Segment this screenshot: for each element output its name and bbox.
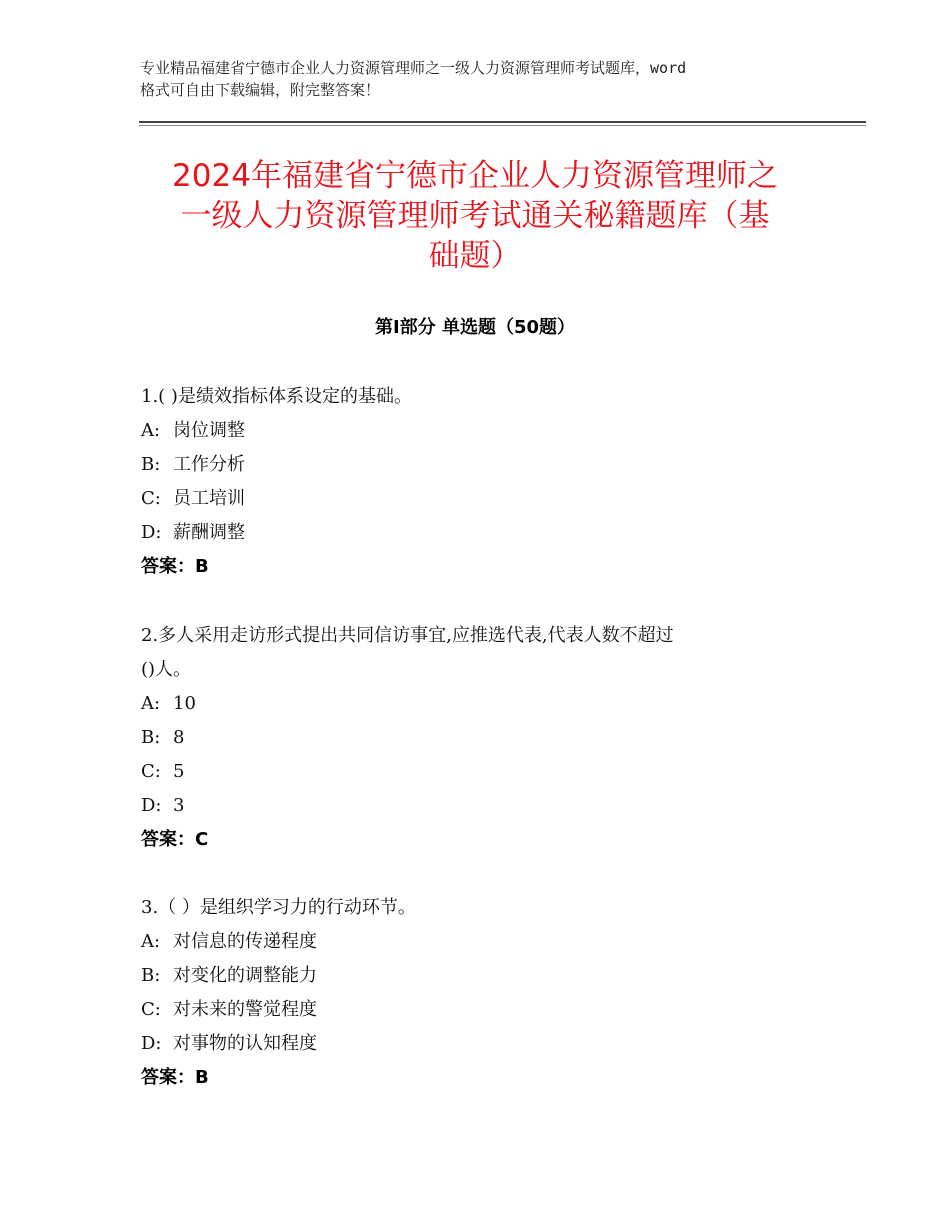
option-letter: D: bbox=[141, 522, 162, 543]
option-a bbox=[141, 925, 821, 959]
option-c bbox=[141, 482, 821, 516]
option-a bbox=[141, 687, 821, 721]
question-stem: 2.多人采用走访形式提出共同信访事宜,应推选代表,代表人数不超过 bbox=[141, 625, 674, 646]
header-divider-thick bbox=[139, 121, 866, 123]
document-title bbox=[130, 156, 820, 276]
option-letter: A: bbox=[141, 931, 161, 952]
option-d bbox=[141, 789, 821, 823]
question-stem-continued: ()人。 bbox=[141, 659, 192, 680]
option-c bbox=[141, 993, 821, 1027]
option-c bbox=[141, 755, 821, 789]
option-text: 3 bbox=[173, 795, 185, 816]
option-letter: B: bbox=[141, 454, 161, 475]
document-title-line-2: 一级人力资源管理师考试通关秘籍题库（基 bbox=[180, 198, 770, 234]
question-stem: 1.( )是绩效指标体系设定的基础。 bbox=[141, 386, 412, 407]
option-letter: C: bbox=[141, 761, 161, 782]
option-text: 对事物的认知程度 bbox=[173, 1033, 317, 1054]
option-text: 对变化的调整能力 bbox=[173, 965, 317, 986]
document-title-line-1: 2024年福建省宁德市企业人力资源管理师之 bbox=[172, 158, 778, 194]
option-letter: B: bbox=[141, 965, 161, 986]
question-stem: 3.（ ）是组织学习力的行动环节。 bbox=[141, 897, 416, 918]
option-a bbox=[141, 414, 821, 448]
option-letter: D: bbox=[141, 795, 162, 816]
option-letter: A: bbox=[141, 420, 161, 441]
option-text: 对未来的警觉程度 bbox=[173, 999, 317, 1020]
option-letter: C: bbox=[141, 488, 161, 509]
option-text: 8 bbox=[173, 727, 185, 748]
option-text: 员工培训 bbox=[173, 488, 245, 509]
header-note bbox=[140, 57, 820, 101]
answer-line: 答案：B bbox=[141, 1067, 209, 1088]
option-d bbox=[141, 1027, 821, 1061]
answer-line: 答案：B bbox=[141, 556, 209, 577]
option-d bbox=[141, 516, 821, 550]
option-text: 工作分析 bbox=[173, 454, 245, 475]
header-note-line-1: 专业精品福建省宁德市企业人力资源管理师之一级人力资源管理师考试题库，word bbox=[140, 59, 687, 77]
option-text: 5 bbox=[173, 761, 185, 782]
option-text: 10 bbox=[173, 693, 196, 714]
option-letter: A: bbox=[141, 693, 161, 714]
option-b bbox=[141, 721, 821, 755]
option-letter: D: bbox=[141, 1033, 162, 1054]
option-text: 对信息的传递程度 bbox=[173, 931, 317, 952]
option-text: 薪酬调整 bbox=[173, 522, 245, 543]
option-letter: C: bbox=[141, 999, 161, 1020]
option-b bbox=[141, 448, 821, 482]
option-letter: B: bbox=[141, 727, 161, 748]
option-text: 岗位调整 bbox=[173, 420, 245, 441]
part-heading: 第Ⅰ部分 单选题（50题） bbox=[374, 317, 575, 338]
option-b bbox=[141, 959, 821, 993]
question-3 bbox=[141, 891, 821, 1095]
question-2 bbox=[141, 619, 821, 857]
document-title-line-3: 础题） bbox=[428, 238, 522, 274]
header-note-line-2: 格式可自由下载编辑，附完整答案！ bbox=[140, 81, 381, 99]
header-divider-thin bbox=[139, 125, 866, 126]
question-1 bbox=[141, 380, 821, 584]
answer-line: 答案：C bbox=[141, 829, 209, 850]
